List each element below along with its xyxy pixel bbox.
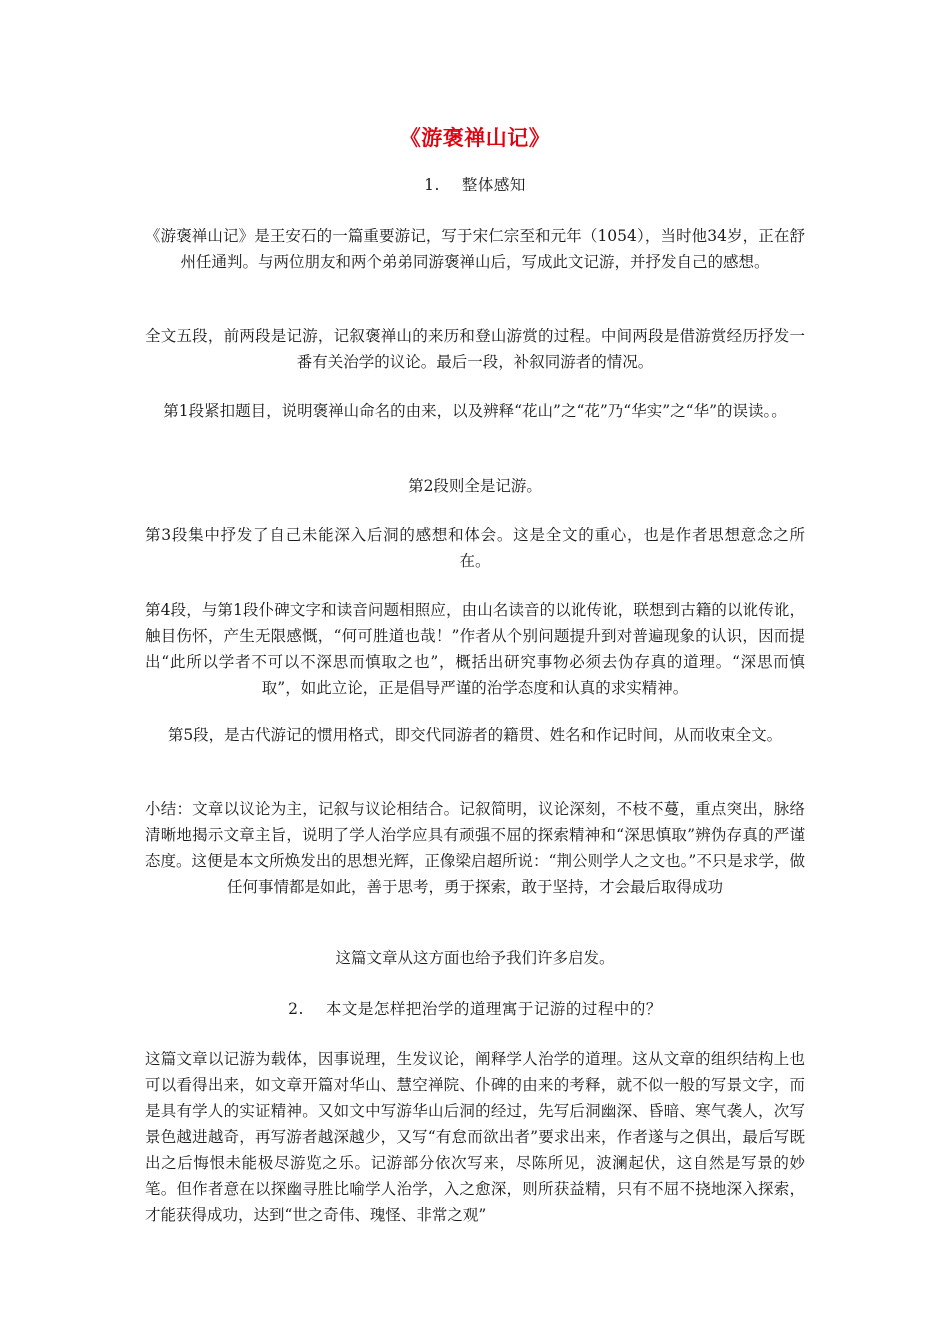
section-1-number: 1. (424, 176, 440, 194)
paragraph-section-2: 第2段则全是记游。 (408, 477, 542, 495)
document-title: 《游褒禅山记》 (399, 125, 551, 150)
paragraph-summary-closing: 这篇文章从这方面也给予我们许多启发。 (335, 949, 615, 967)
paragraph-section-3: 第3段集中抒发了自己未能深入后洞的感想和体会。这是全文的重心，也是作者思想意念之所在。 (145, 526, 805, 570)
paragraph-answer-2: 这篇文章以记游为载体，因事说理，生发议论，阐释学人治学的道理。这从文章的组织结构上也可以看得出来，如文章开篇对华山、慧空禅院、仆碑的由来的考释，就不似一般的写景文字，而是具有学人的实证精神。又如文中写游华山后洞的经过，先写后洞幽深、昏暗、寒气袭人，次写景色越进越奇，再写游者越深越少，又写“有怠而欲出者”要求出来，作者遂与之俱出，最后写既出之后悔恨未能极尽游览之乐。记游部分依次写来，尽陈所见，波澜起伏，这自然是写景的妙笔。但作者意在以探幽寻胜比喻学人治学，入之愈深，则所获益精，只有不屈不挠地深入探索，才能获得成功，达到“世之奇伟、瑰怪、非常之观” (145, 1050, 805, 1224)
paragraph-section-4: 第4段，与第1段仆碑文字和读音问题相照应，由山名读音的以讹传讹，联想到古籍的以讹传讹，触目伤怀，产生无限感慨，“何可胜道也哉！”作者从个别问题提升到对普遍现象的认识，因而提出“此所以学者不可以不深思而慎取之也”，概括出研究事物必须去伪存真的道理。“深思而慎取”，如此立论，正是倡导严谨的治学态度和认真的求实精神。 (145, 601, 805, 697)
paragraph-summary: 小结：文章以议论为主，记叙与议论相结合。记叙简明，议论深刻，不枝不蔓，重点突出，脉络清晰地揭示文章主旨，说明了学人治学应具有顽强不屈的探索精神和“深思慎取”辨伪存真的严谨态度。这便是本文所焕发出的思想光辉，正像梁启超所说：“荆公则学人之文也。”不只是求学，做任何事情都是如此，善于思考，勇于探索，敢于坚持，才会最后取得成功 (145, 800, 805, 896)
section-1-heading (145, 172, 805, 198)
section-2-number: 2. (288, 1000, 304, 1018)
section-1-title: 整体感知 (461, 176, 526, 194)
paragraph-section-1: 第1段紧扣题目，说明褒禅山命名的由来，以及辨释“花山”之“花”乃“华实”之“华”的误读。。 (163, 402, 787, 420)
paragraph-section-5: 第5段，是古代游记的惯用格式，即交代同游者的籍贯、姓名和作记时间，从而收束全文。 (167, 726, 783, 744)
section-2-heading (145, 996, 805, 1022)
paragraph-structure: 全文五段，前两段是记游，记叙褒禅山的来历和登山游赏的过程。中间两段是借游赏经历抒发一番有关治学的议论。最后一段，补叙同游者的情况。 (145, 327, 805, 371)
section-2-title: 本文是怎样把治学的道理寓于记游的过程中的？ (325, 1000, 662, 1018)
paragraph-intro: 《游褒禅山记》是王安石的一篇重要游记，写于宋仁宗至和元年（1054），当时他34岁，正在舒州任通判。与两位朋友和两个弟弟同游褒禅山后，写成此文记游，并抒发自己的感想。 (145, 227, 805, 271)
